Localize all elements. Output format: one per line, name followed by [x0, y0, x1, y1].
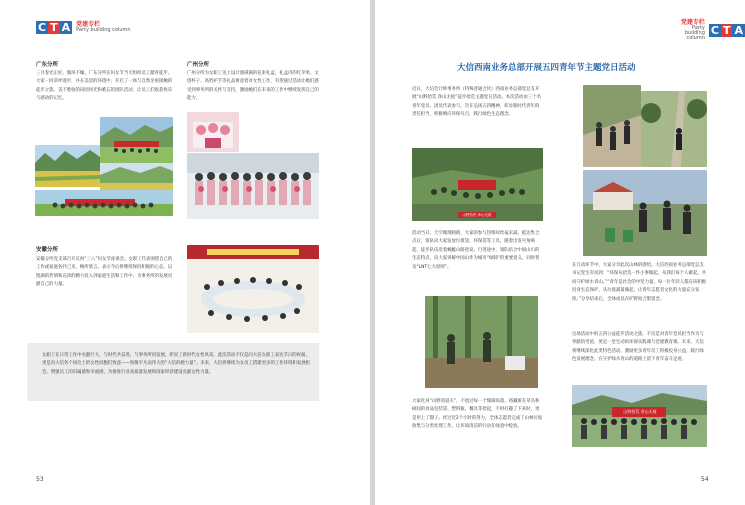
anhui-text: 安徽分所党支部召开庆祝“三八”妇女节座谈会。女职工代表围绕自己的工作或家庭各抒己见，畅所欲言。表示今后将继续保持积极的心态，以饱满的热情和充沛的精力投入到家庭生活和工作中，为事务所的发展贡献自己的力量。	[36, 257, 173, 288]
article-paragraph-3: 大家化身“山野清道夫”，不放过每一个缝隙角落，将藏匿在草丛和树间的食品包装袋、塑料瓶、餐具等拾起，不时打趣了下来时，更是用上了镊子。经过近2个小时的努力，全体志愿者完成了山林垃圾收集与分类处理工作，让环境清洁的行动在绿意中绽放。	[412, 399, 543, 430]
header-cn: 党建专栏	[76, 20, 101, 28]
anhui-title: 安徽分所	[36, 247, 59, 253]
page-number-right: 54	[701, 476, 709, 483]
page-number-left: 53	[36, 476, 44, 483]
photo-trail-walk	[641, 91, 707, 167]
guangdong-title: 广东分所	[36, 62, 59, 68]
guangzhou-photo-flowers	[187, 112, 239, 152]
photo-mountain-group	[412, 148, 543, 221]
photo-banner-2: 山野拾荒 净山无痕	[615, 408, 665, 416]
anhui-photo-meeting	[187, 245, 319, 333]
left-page	[0, 0, 370, 505]
header-en: Party building column	[76, 26, 131, 33]
photo-forest-pickup	[425, 296, 538, 388]
summary-box	[27, 343, 319, 401]
guangdong-photo-landscape	[35, 145, 100, 187]
header-en-right: Party building column	[684, 25, 705, 41]
guangzhou-title: 广州分所	[187, 62, 210, 68]
page-header	[36, 20, 131, 34]
guangdong-photo-rural	[100, 163, 173, 193]
guangzhou-text: 广州分所为女职工送上设计感满满的花束礼盒，礼盒内的红苹果、文创杯子、高档护手等礼品寓意着对女性工作，有望通过活动让她们感受到事务所的关怀与支持，激励她们在未来的工作中继续发挥自己的能力。	[187, 71, 319, 102]
page-header-right	[677, 20, 745, 41]
photo-banner: 山野拾荒 净山无痕	[458, 212, 496, 218]
guangdong-photo-group	[35, 190, 173, 216]
article-paragraph-4: 在互动环节中，大家分享此次山林的感悟。大信西南业务总部党总支书记党生有说到：“环保从拾荒一件小事做起，从我们每个人做起，共同守护绿水青山。”“青年是社会的中坚力量，每一位年轻人都应该积极投身生态保护，从垃圾减量做起，让青年志愿者文化的力量充分发挥。”分享结束后，全体成员在旷野间合影留念。	[572, 263, 707, 302]
photo-garbage-sorting	[583, 170, 707, 256]
photo-hillside-cleanup	[583, 85, 641, 167]
article-title: 大信西南业务总部开展五四青年节主题党日活动	[457, 63, 636, 73]
cta-logo: C T A	[38, 20, 71, 34]
guangzhou-photo-women-group	[187, 153, 319, 219]
article-paragraph-1: 近日，大信会计师事务所（特殊普通合伙）西南业务总部党总支开展“山野拾荒 净山无痕”徒步拾荒主题党日活动。本次活动由三十名青年党员、团员代表参与，旨在弘扬五四精神，彰显新时代青年的责任担当，积极响应环保号召，践行绿色生态理念。	[412, 87, 541, 118]
summary-text: 女职工在日常工作中贡献巨大，与时代共奋进，与事务所同发展，彰显了新时代女性风采。此次活动不仅是向大信女职工表达节日的祝福，更是向大信各个岗位上的女性同胞们致意——致敬平凡而伟大的“大信的她力量”。未来，大信将继续为女员工搭建更多的工作环境和发展机会，增强员工的归属感和幸福感，为推进行业高质量发展和国家经济建设贡献女性力量。	[42, 353, 310, 375]
guangdong-photo-hiking	[100, 117, 173, 163]
header-cn-right: 党建专栏	[680, 19, 705, 26]
cta-logo-right: C T A	[710, 24, 743, 37]
guangdong-text: 三月春光正好，微风不燥。广东分所在妇女节当天组织员工踏青徒步。大家一同草坪漫步，并在美景的环绕中，开启了一场与自然亲密接触的徒步之旅。美不胜收的田园风光和难忘的团队活动，让员工们收获快乐与感动的记忆。	[36, 71, 173, 102]
photo-lake-group	[572, 385, 707, 447]
article-paragraph-5: 这场活动中的五四公益徒步活动之旅，不仅是对青年党员担当作为与奉献的考验，更是一堂生动的环保实践课与党建教育课。未来，大信将继续深化此类特色活动，激励更多青年员工积极投身公益，践行绿色发展理念，在守护绿水青山的道路上留下青年奋斗足迹。	[572, 332, 704, 363]
right-page	[375, 0, 745, 505]
article-paragraph-2: 活动当日，天空微现晴朗，大家的参与热情却丝毫未减。抵达集合点后，领队向大家发放垃圾袋、环保袋等工具，随着出发号角响起，徒步队伍沿着蜿蜒山路进发。行进途中，领队结合中国山川的生态特点，向大家讲解中国山作为城市“绿肺”的重要意义，同时普及“LNT七大原则”。	[412, 231, 540, 270]
